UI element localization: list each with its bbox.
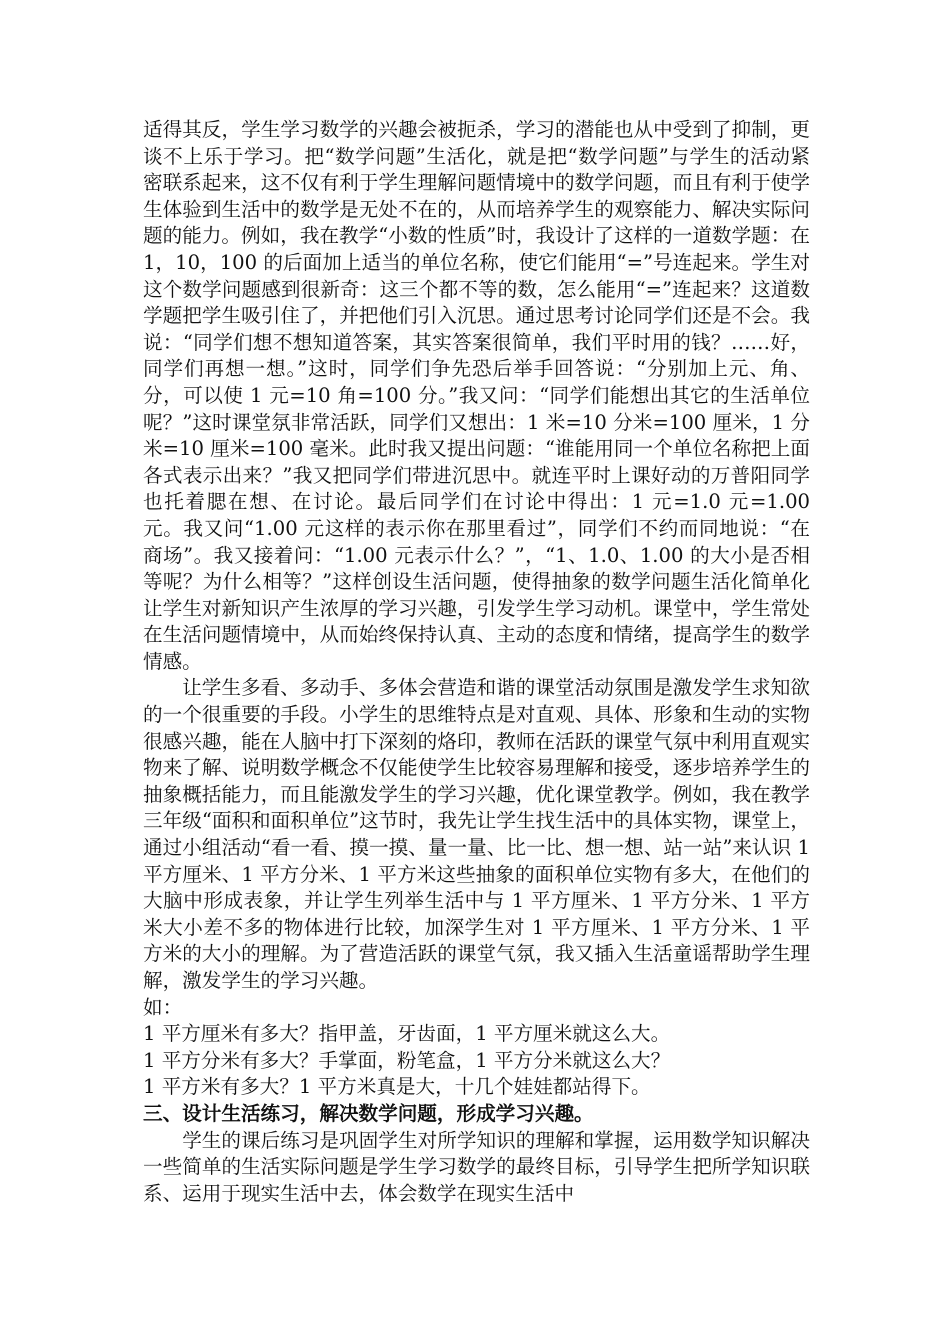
body-paragraph-1: 适得其反，学生学习数学的兴趣会被扼杀，学习的潜能也从中受到了抑制，更谈不上乐于学习。把“数学问题”生活化，就是把“数学问题”与学生的活动紧密联系起来，这不仅有利于学生理解问题情境中的数学问题，而且有利于使学生体验到生活中的数学是无处不在的，从而培养学生的观察能力、解决实际问题的能力。例如，我在教学“小数的性质”时，我设计了这样的一道数学题：在 1，10，100 的后面加上适当的单位名称，使它们能用“=”号连起来。学生对这个数学问题感到很新奇：这三个都不等的数，怎么能用“=”连起来？这道数学题把学生吸引住了，并把他们引入沉思。通过思考讨论同学们还是不会。我说：“同学们想不想知道答案，其实答案很简单，我们平时用的钱？……好，同学们再想一想。”这时，同学们争先恐后举手回答说：“分别加上元、角、分，可以使 1 元=10 角=100 分。”我又问：“同学们能想出其它的生活单位呢？”这时课堂氛非常活跃，同学们又想出：1 米=10 分米=100 厘米，1 分米=10 厘米=100 毫米。此时我又提出问题：“谁能用同一个单位名称把上面各式表示出来？”我又把同学们带进沉思中。就连平时上课好动的万普阳同学也托着腮在想、在讨论。最后同学们在讨论中得出：1 元=1.0 元=1.00 元。我又问“1.00 元这样的表示你在那里看过”，同学们不约而同地说：“在商场”。我又接着问：“1.00 元表示什么？”，“1、1.0、1.00 的大小是否相等呢？为什么相等？”这样创设生活问题，使得抽象的数学问题生活化简单化让学生对新知识产生浓厚的学习兴趣，引发学生学习动机。课堂中，学生常处在生活问题情境中，从而始终保持认真、主动的态度和情绪，提高学生的数学情感。 <box>143 118 810 673</box>
body-paragraph-3: 学生的课后练习是巩固学生对所学知识的理解和掌握，运用数学知识解决一些简单的生活实际问题是学生学习数学的最终目标，引导学生把所学知识联系、运用于现实生活中去，体会数学在现实生活中 <box>143 1128 810 1205</box>
section-heading: 三、设计生活练习，解决数学问题，形成学习兴趣。 <box>143 1101 594 1125</box>
rhyme-line-3: 1 平方米有多大？1 平方米真是大，十几个娃娃都站得下。 <box>143 1075 651 1099</box>
document-page <box>143 117 810 1207</box>
example-intro: 如： <box>143 995 183 1019</box>
rhyme-line-2: 1 平方分米有多大？手掌面，粉笔盒，1 平方分米就这么大？ <box>143 1048 671 1072</box>
rhyme-line-1: 1 平方厘米有多大？指甲盖，牙齿面，1 平方厘米就这么大。 <box>143 1022 671 1046</box>
body-paragraph-2: 让学生多看、多动手、多体会营造和谐的课堂活动氛围是激发学生求知欲的一个很重要的手段。小学生的思维特点是对直观、具体、形象和生动的实物很感兴趣，能在人脑中打下深刻的烙印，教师在活跃的课堂气氛中利用直观实物来了解、说明数学概念不仅能使学生比较容易理解和接受，逐步培养学生的抽象概括能力，而且能激发学生的学习兴趣，优化课堂教学。例如，我在教学三年级“面积和面积单位”这节时，我先让学生找生活中的具体实物，课堂上，通过小组活动“看一看、摸一摸、量一量、比一比、想一想、站一站”来认识 1 平方厘米、1 平方分米、1 平方米这些抽象的面积单位实物有多大，在他们的大脑中形成表象，并让学生列举生活中与 1 平方厘米、1 平方分米、1 平方米大小差不多的物体进行比较，加深学生对 1 平方厘米、1 平方分米、1 平方米的大小的理解。为了营造活跃的课堂气氛，我又插入生活童谣帮助学生理解，激发学生的学习兴趣。 <box>143 676 810 992</box>
